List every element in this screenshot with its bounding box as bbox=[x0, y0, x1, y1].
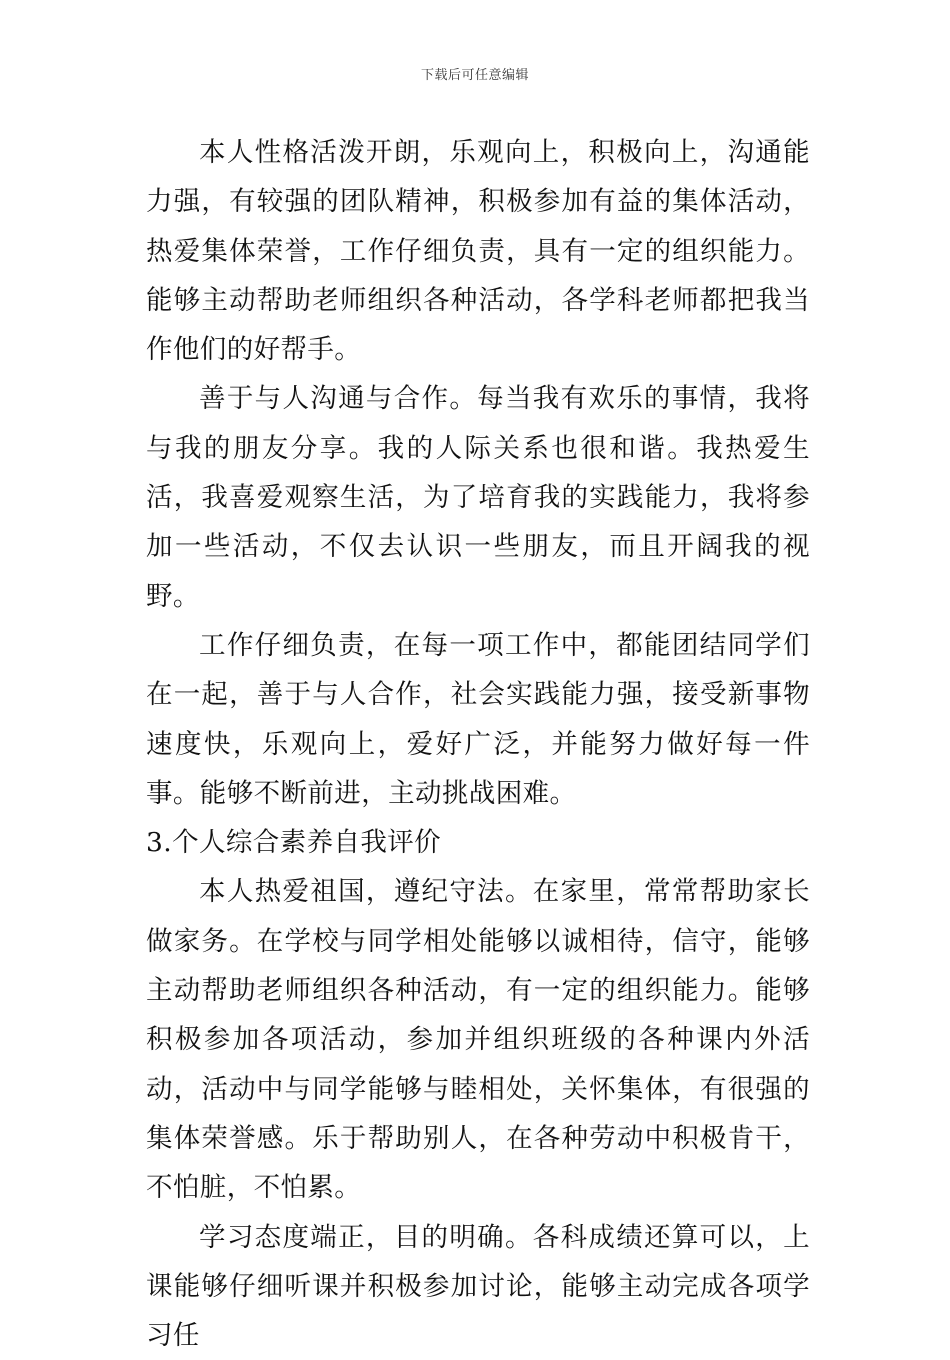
section-heading: 3.个人综合素养自我评价 bbox=[146, 827, 442, 859]
paragraph-personality: 本人性格活泼开朗，乐观向上，积极向上，沟通能力强，有较强的团队精神，积极参加有益的集体活动，热爱集体荣誉，工作仔细负责，具有一定的组织能力。能够主动帮助老师组织各种活动，各学科老师都把我当作他们的好帮手。 bbox=[146, 137, 810, 366]
paragraph-work-attitude: 工作仔细负责，在每一项工作中，都能团结同学们在一起，善于与人合作，社会实践能力强，接受新事物速度快，乐观向上，爱好广泛，并能努力做好每一件事。能够不断前进，主动挑战困难。 bbox=[146, 629, 810, 809]
header-note: 下载后可任意编辑 bbox=[420, 68, 529, 83]
paragraph-communication: 善于与人沟通与合作。每当我有欢乐的事情，我将与我的朋友分享。我的人际关系也很和谐。我热爱生活，我喜爱观察生活，为了培育我的实践能力，我将参加一些活动，不仅去认识一些朋友，而且开阔我的视野。 bbox=[146, 383, 810, 612]
paragraph-study-attitude: 学习态度端正，目的明确。各科成绩还算可以，上课能够仔细听课并积极参加讨论，能够主动完成各项学习任 bbox=[146, 1221, 810, 1352]
paragraph-overall-quality: 本人热爱祖国，遵纪守法。在家里，常常帮助家长做家务。在学校与同学相处能够以诚相待，信守，能够主动帮助老师组织各种活动，有一定的组织能力。能够积极参加各项活动，参加并组织班级的各种课内外活动，活动中与同学能够与睦相处，关怀集体，有很强的集体荣誉感。乐于帮助别人，在各种劳动中积极肯干，不怕脏，不怕累。 bbox=[146, 876, 810, 1204]
document-body bbox=[146, 128, 810, 1360]
